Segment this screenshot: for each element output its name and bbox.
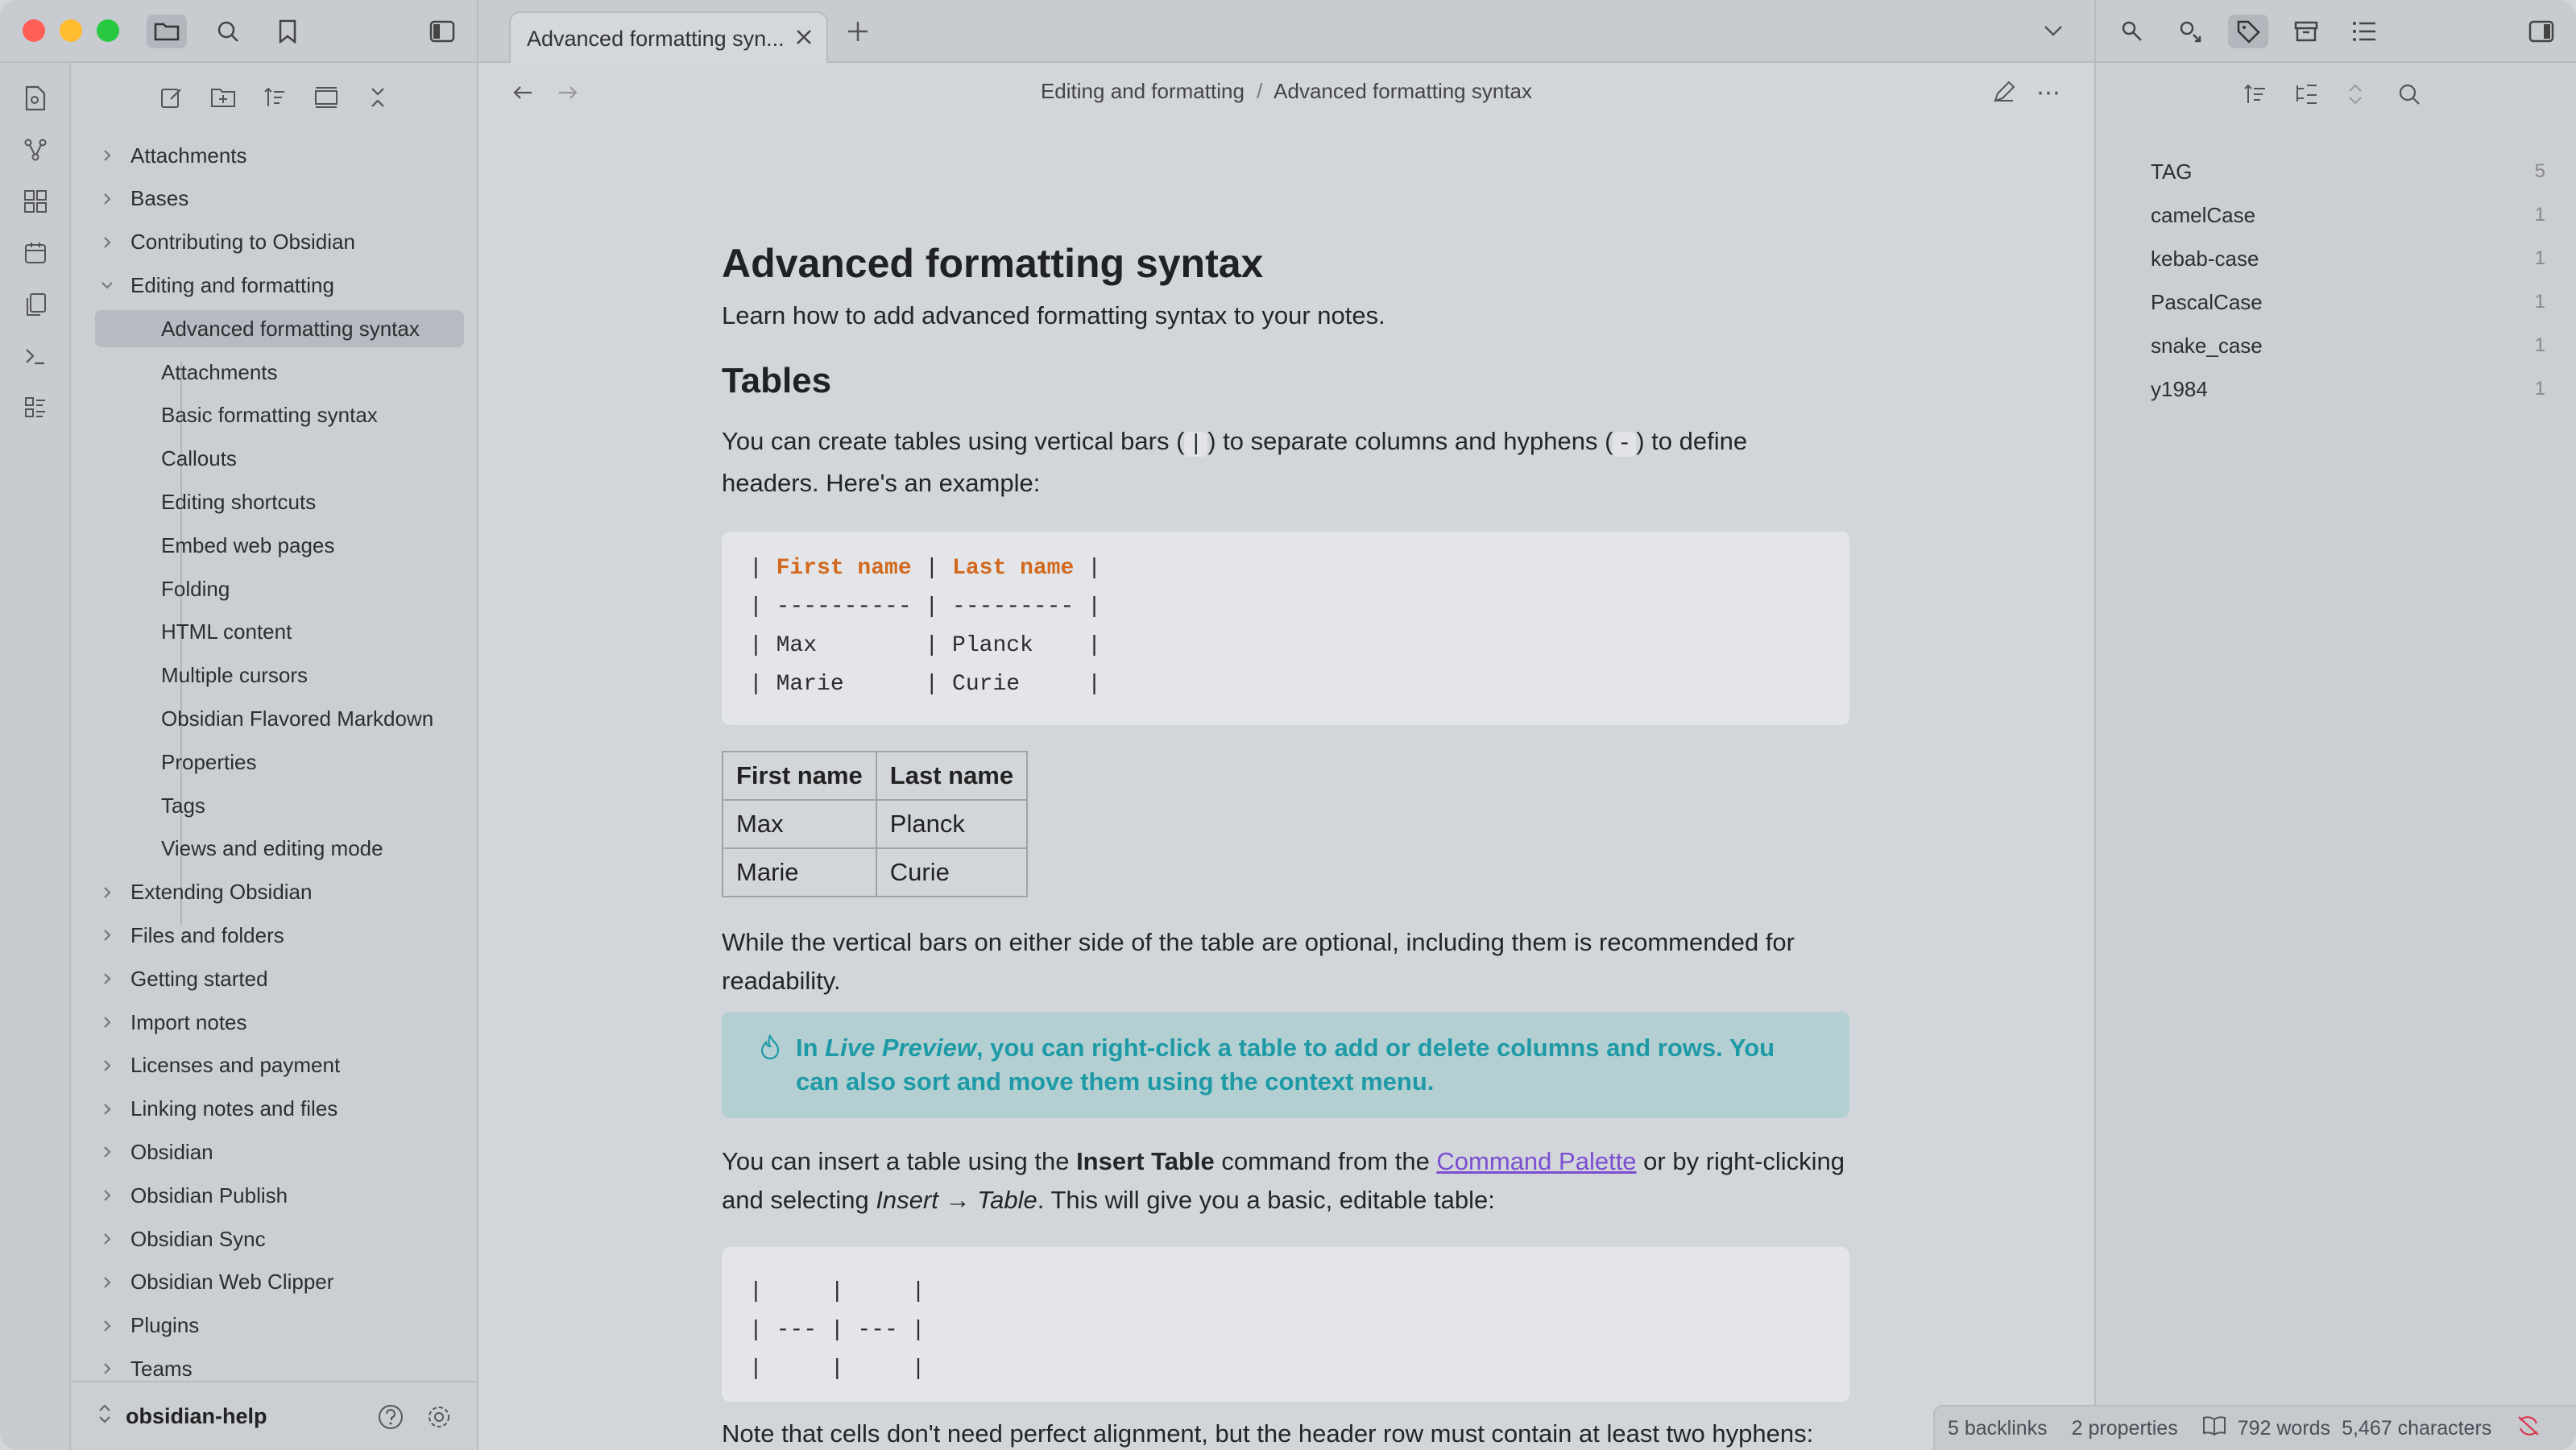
edit-pencil-icon[interactable] — [1991, 79, 2017, 109]
code-line: | ---------- | --------- | — [749, 594, 1101, 619]
file-label: HTML content — [161, 619, 292, 644]
vault-name[interactable]: obsidian-help — [126, 1403, 267, 1428]
text-span: You can create tables using vertical bars ( — [722, 427, 1185, 455]
tab-advanced-formatting[interactable] — [509, 11, 828, 64]
file-item[interactable] — [95, 787, 464, 824]
tag-name: kebab-case — [2151, 246, 2259, 271]
chevron-right-icon[interactable] — [95, 884, 119, 901]
folder-label: Plugins — [130, 1313, 200, 1338]
status-bar — [1933, 1405, 2576, 1450]
folder-label: Licenses and payment — [130, 1053, 341, 1078]
folder-label: Getting started — [130, 966, 268, 991]
folder-item[interactable] — [95, 874, 312, 911]
chevron-right-icon[interactable] — [95, 1058, 119, 1074]
callout-text: , you can right-click a table to add or delete columns and rows. You can also sort and move them using the context menu. — [796, 1034, 1775, 1096]
code-line: | Marie | Curie | — [749, 672, 1101, 697]
rendered-table[interactable] — [722, 751, 1028, 897]
file-item[interactable] — [95, 354, 464, 391]
file-label: Multiple cursors — [161, 663, 309, 688]
command-palette-icon[interactable] — [19, 340, 52, 372]
callout-text: In — [796, 1034, 826, 1062]
file-label: Views and editing mode — [161, 836, 383, 861]
folder-label: Teams — [130, 1356, 193, 1381]
book-icon[interactable] — [2202, 1415, 2226, 1442]
templates-icon[interactable] — [19, 288, 52, 321]
file-label: Basic formatting syntax — [161, 403, 378, 428]
vault-switcher[interactable] — [71, 1381, 478, 1450]
chevron-right-icon[interactable] — [95, 234, 119, 251]
minimize-window-button[interactable] — [60, 19, 82, 42]
tag-name: camelCase — [2151, 202, 2256, 227]
tags-header — [2151, 150, 2545, 193]
code-header: Last name — [952, 556, 1075, 581]
breadcrumb-current[interactable]: Advanced formatting syntax — [1274, 79, 1533, 103]
table-row — [723, 848, 1027, 897]
folder-icon[interactable] — [147, 14, 187, 48]
folder-label: Obsidian Publish — [130, 1183, 288, 1208]
bases-icon[interactable] — [19, 392, 52, 424]
code-text: | — [749, 556, 777, 581]
new-note-icon[interactable] — [153, 81, 190, 114]
folder-label: Linking notes and files — [130, 1096, 338, 1121]
folder-label: Import notes — [130, 1009, 247, 1034]
tags-header-label: TAG — [2151, 159, 2193, 184]
word-count: 792 words — [2237, 1416, 2331, 1440]
inline-code: | — [1184, 432, 1207, 457]
flame-icon — [759, 1034, 781, 1069]
outgoing-links-icon[interactable] — [2170, 14, 2210, 48]
file-item[interactable] — [95, 483, 464, 520]
table-row — [723, 800, 1027, 848]
chevron-right-icon[interactable] — [95, 1274, 119, 1290]
code-text: | — [911, 556, 953, 581]
folder-item[interactable] — [95, 917, 284, 954]
canvas-icon[interactable] — [19, 185, 52, 218]
search-tags-icon[interactable] — [2397, 82, 2421, 110]
more-options-icon[interactable]: ⋯ — [2036, 80, 2062, 106]
code-line: | | | — [749, 1357, 926, 1382]
code-block-table[interactable] — [722, 532, 1849, 725]
table-cell: Marie — [723, 848, 876, 897]
bold-text: Insert Table — [1076, 1147, 1215, 1175]
tag-count: 1 — [2534, 291, 2545, 313]
sort-icon[interactable] — [256, 81, 293, 114]
folder-label: Obsidian Sync — [130, 1226, 266, 1251]
close-window-button[interactable] — [23, 19, 45, 42]
file-label: Editing shortcuts — [161, 489, 317, 514]
chevron-right-icon[interactable] — [95, 971, 119, 987]
tag-item[interactable] — [2151, 324, 2545, 367]
folder-label: Editing and formatting — [130, 272, 334, 297]
tag-count: 1 — [2534, 378, 2545, 400]
folder-item[interactable] — [95, 960, 268, 997]
help-icon[interactable] — [377, 1403, 404, 1435]
folder-item[interactable] — [95, 1133, 213, 1170]
code-block-empty-table[interactable] — [722, 1247, 1849, 1402]
code-line: | | | — [749, 1279, 926, 1304]
chevron-down-icon[interactable] — [95, 277, 119, 293]
file-label: Attachments — [161, 359, 278, 384]
chevron-right-icon[interactable] — [95, 1231, 119, 1247]
nested-tags-icon[interactable] — [2294, 82, 2320, 110]
table-header-cell: First name — [723, 752, 876, 800]
editor-pane — [478, 63, 2094, 1450]
breadcrumb-separator: / — [1257, 79, 1263, 103]
optional-bars-paragraph: While the vertical bars on either side of the table are optional, including them is recommended for readability. — [722, 928, 1795, 995]
folder-item[interactable] — [95, 224, 355, 261]
properties-count[interactable]: 2 properties — [2071, 1416, 2178, 1440]
breadcrumb — [478, 79, 2094, 104]
folder-item[interactable] — [95, 180, 188, 218]
code-text: | — [1074, 556, 1101, 581]
file-label: Properties — [161, 749, 257, 774]
folder-label: Obsidian Web Clipper — [130, 1270, 334, 1295]
tables-paragraph — [722, 422, 1849, 503]
folder-item[interactable] — [95, 267, 334, 304]
code-line: | --- | --- | — [749, 1318, 926, 1343]
tab-bar — [478, 0, 2094, 63]
tag-count: 1 — [2534, 204, 2545, 226]
italic-text: Insert → Table — [876, 1186, 1037, 1214]
folder-label: Attachments — [130, 143, 247, 168]
text-span: . This will give you a basic, editable table: — [1037, 1186, 1495, 1214]
intro-paragraph: Learn how to add advanced formatting syntax to your notes. — [722, 301, 1385, 329]
sidebar-toggle-icon[interactable] — [422, 14, 462, 48]
file-item[interactable] — [95, 831, 464, 868]
folder-item[interactable] — [95, 1264, 333, 1301]
folder-item[interactable] — [95, 1091, 338, 1128]
folder-item[interactable] — [95, 137, 247, 174]
auto-reveal-icon[interactable] — [308, 81, 345, 114]
table-cell: Curie — [876, 848, 1027, 897]
file-item-active[interactable] — [95, 310, 464, 347]
note-title: Advanced formatting syntax — [722, 241, 1264, 286]
outline-icon[interactable] — [2344, 14, 2384, 48]
chevron-right-icon[interactable] — [95, 1014, 119, 1030]
callout-emphasis: Live Preview — [825, 1034, 977, 1062]
tag-name: PascalCase — [2151, 289, 2263, 314]
sync-off-icon[interactable] — [2516, 1414, 2541, 1444]
chevron-right-icon[interactable] — [95, 1361, 119, 1377]
chevron-right-icon[interactable] — [95, 927, 119, 943]
text-span: You can insert a table using the — [722, 1147, 1077, 1175]
tag-item[interactable] — [2151, 367, 2545, 411]
tip-callout — [722, 1012, 1849, 1118]
backlinks-count[interactable]: 5 backlinks — [1948, 1416, 2048, 1440]
folder-label: Contributing to Obsidian — [130, 230, 355, 255]
graph-view-icon[interactable] — [19, 134, 52, 166]
right-sidebar-toggle-icon[interactable] — [2521, 14, 2562, 48]
command-palette-link[interactable]: Command Palette — [1436, 1147, 1637, 1175]
tag-item[interactable] — [2151, 237, 2545, 280]
text-span: command from the — [1214, 1147, 1437, 1175]
code-line: | Max | Planck | — [749, 633, 1101, 658]
tag-count: 1 — [2534, 334, 2545, 356]
collapse-all-icon[interactable] — [359, 81, 396, 114]
tag-icon[interactable] — [2228, 14, 2268, 48]
file-item[interactable] — [95, 570, 464, 607]
zoom-window-button[interactable] — [97, 19, 119, 42]
close-icon[interactable] — [794, 27, 814, 52]
backlinks-icon[interactable] — [2112, 14, 2152, 48]
text-span: or by right-clicking and selecting — [722, 1147, 1845, 1214]
file-explorer — [71, 63, 478, 1450]
alignment-note-paragraph: Note that cells don't need perfect alignment, but the header row must contain at least two hyphens: — [722, 1419, 1814, 1448]
archive-icon[interactable] — [2286, 14, 2326, 48]
file-item[interactable] — [95, 527, 464, 564]
chevron-right-icon[interactable] — [95, 191, 119, 207]
left-ribbon — [0, 63, 71, 1450]
character-count: 5,467 characters — [2342, 1416, 2492, 1440]
table-header-row — [723, 752, 1027, 800]
chevron-right-icon[interactable] — [95, 1318, 119, 1334]
chevron-right-icon[interactable] — [95, 1187, 119, 1204]
text-span: ) to define headers. Here's an example: — [722, 427, 1748, 497]
tag-name: snake_case — [2151, 333, 2263, 358]
folder-item[interactable] — [95, 1220, 266, 1257]
file-item[interactable] — [95, 657, 464, 694]
inline-code: - — [1613, 432, 1636, 457]
table-cell: Planck — [876, 800, 1027, 848]
folder-label: Extending Obsidian — [130, 880, 313, 905]
file-label: Tags — [161, 793, 205, 818]
titlebar-left — [0, 0, 478, 63]
folder-item[interactable] — [95, 1177, 288, 1214]
insert-table-paragraph — [722, 1142, 1849, 1220]
breadcrumb-parent[interactable]: Editing and formatting — [1040, 79, 1245, 103]
folder-item[interactable] — [95, 1047, 340, 1084]
file-label: Folding — [161, 576, 230, 601]
code-header: First name — [776, 556, 912, 581]
folder-label: Bases — [130, 186, 189, 211]
search-icon[interactable] — [208, 14, 248, 48]
chevron-down-icon[interactable] — [2041, 21, 2065, 44]
expand-collapse-icon[interactable] — [2346, 82, 2365, 110]
bookmark-icon[interactable] — [267, 14, 308, 48]
chevron-right-icon[interactable] — [95, 1101, 119, 1117]
plus-icon[interactable] — [844, 18, 872, 49]
file-item[interactable] — [95, 397, 464, 434]
file-label: Obsidian Flavored Markdown — [161, 706, 434, 731]
heading-tables: Tables — [722, 361, 832, 400]
file-item[interactable] — [95, 744, 464, 781]
file-label: Advanced formatting syntax — [161, 316, 420, 341]
file-label: Embed web pages — [161, 532, 335, 557]
new-folder-icon[interactable] — [205, 81, 242, 114]
file-item[interactable] — [95, 614, 464, 651]
file-label: Callouts — [161, 446, 237, 471]
tag-count: 1 — [2534, 247, 2545, 269]
table-header-cell: Last name — [876, 752, 1027, 800]
tags-pane — [2094, 63, 2576, 1450]
tag-item[interactable] — [2151, 193, 2545, 237]
settings-gear-icon[interactable] — [425, 1403, 453, 1435]
file-item[interactable] — [95, 441, 464, 478]
tag-item[interactable] — [2151, 280, 2545, 324]
sort-tags-icon[interactable] — [2243, 82, 2268, 110]
tags-header-count: 5 — [2534, 160, 2545, 182]
chevron-right-icon[interactable] — [95, 1144, 119, 1160]
folder-item[interactable] — [95, 1004, 247, 1041]
folder-item[interactable] — [95, 1307, 199, 1344]
tag-name: y1984 — [2151, 376, 2208, 401]
calendar-icon[interactable] — [19, 237, 52, 269]
folder-label: Obsidian — [130, 1139, 213, 1164]
code-line — [749, 549, 1822, 588]
chevron-right-icon[interactable] — [95, 147, 119, 164]
folder-label: Files and folders — [130, 922, 284, 947]
table-cell: Max — [723, 800, 876, 848]
open-quick-switcher-icon[interactable] — [19, 82, 52, 114]
chevron-updown-icon[interactable] — [97, 1402, 113, 1430]
text-span: ) to separate columns and hyphens ( — [1207, 427, 1613, 455]
titlebar-right — [2094, 0, 2576, 63]
tab-label: Advanced formatting syn... — [527, 26, 785, 51]
file-item[interactable] — [95, 700, 464, 737]
